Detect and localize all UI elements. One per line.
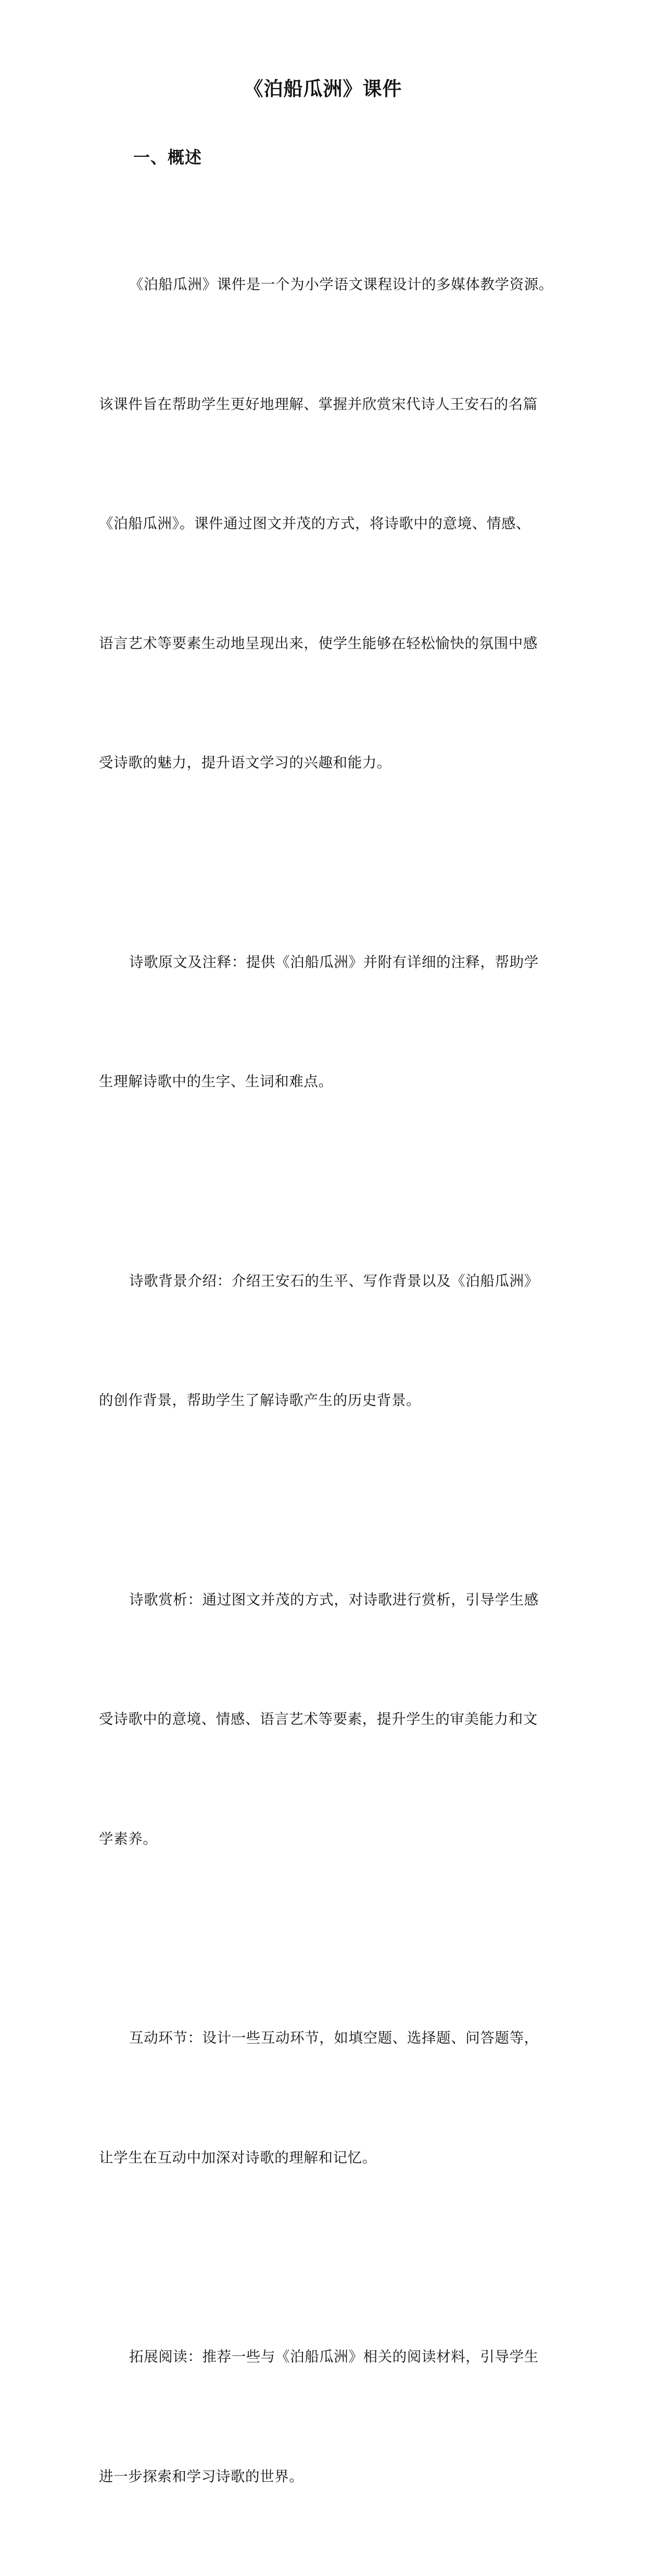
document-body [99, 185, 557, 2576]
paragraph-line: 《泊船瓜洲》课件是一个为小学语文课程设计的多媒体教学资源。 [129, 276, 553, 293]
paragraph-line: 诗歌背景介绍：介绍王安石的生平、写作背景以及《泊船瓜洲》 [129, 1272, 539, 1289]
paragraph-line: 生理解诗歌中的生字、生词和难点。 [99, 1073, 333, 1090]
paragraph-overview [99, 185, 557, 863]
paragraph-extended-reading [99, 2257, 557, 2576]
page-title: 《泊船瓜洲》课件 [244, 77, 402, 100]
paragraph-line: 受诗歌的魅力，提升语文学习的兴趣和能力。 [99, 754, 391, 771]
paragraph-line: 该课件旨在帮助学生更好地理解、掌握并欣赏宋代诗人王安石的名篇 [99, 395, 538, 413]
paragraph-poem-background [99, 1181, 557, 1500]
paragraph-line: 受诗歌中的意境、情感、语言艺术等要素，提升学生的审美能力和文 [99, 1711, 538, 1727]
paragraph-line: 让学生在互动中加深对诗歌的理解和记忆。 [99, 2149, 377, 2166]
paragraph-line: 拓展阅读：推荐一些与《泊船瓜洲》相关的阅读材料，引导学生 [129, 2348, 539, 2365]
section-heading: 一、概述 [133, 147, 202, 167]
paragraph-line: 互动环节：设计一些互动环节，如填空题、选择题、问答题等， [129, 2030, 539, 2046]
paragraph-poem-annotation [99, 863, 557, 1181]
paragraph-interaction [99, 1938, 557, 2257]
paragraph-line: 《泊船瓜洲》。课件通过图文并茂的方式，将诗歌中的意境、情感、 [99, 515, 531, 532]
paragraph-line: 诗歌原文及注释：提供《泊船瓜洲》并附有详细的注释，帮助学 [129, 953, 539, 970]
paragraph-line: 诗歌赏析：通过图文并茂的方式，对诗歌进行赏析，引导学生感 [129, 1591, 539, 1608]
paragraph-line: 学素养。 [99, 1830, 158, 1847]
paragraph-poem-appreciation [99, 1500, 557, 1939]
paragraph-line: 的创作背景，帮助学生了解诗歌产生的历史背景。 [99, 1392, 421, 1409]
paragraph-line: 语言艺术等要素生动地呈现出来，使学生能够在轻松愉快的氛围中感 [99, 634, 538, 652]
paragraph-line: 进一步探索和学习诗歌的世界。 [99, 2468, 304, 2485]
